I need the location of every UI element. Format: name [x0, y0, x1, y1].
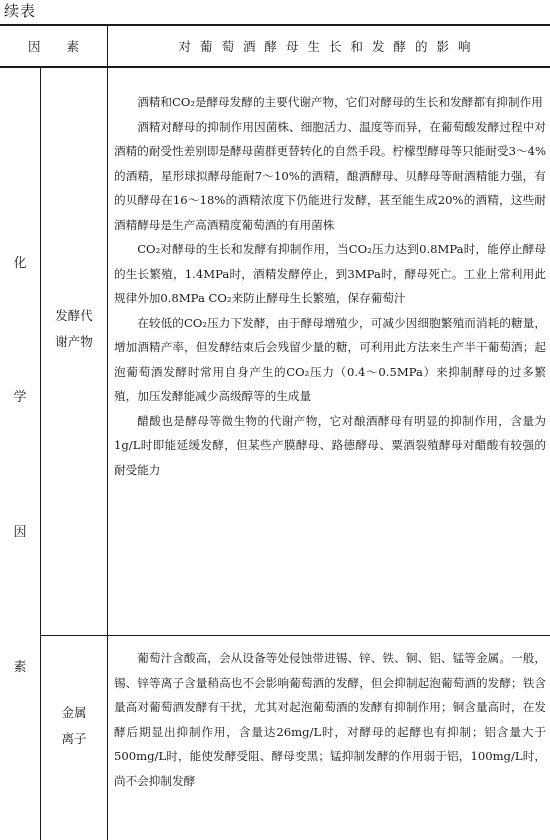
category-char: 学 — [13, 390, 27, 405]
content-paragraph: 醋酸也是酵母等微生物的代谢产物，它对酿酒酵母有明显的抑制作用，含量为1g/L时即能延缓发酵，但某些产膜酵母、路德酵母、粟酒裂殖酵母对醋酸有较强的耐受能力 — [114, 413, 546, 477]
subcategory-label — [41, 303, 107, 355]
subcategory-line: 金属 — [61, 705, 87, 720]
category-char: 素 — [13, 660, 27, 675]
subcategory-line: 谢产物 — [55, 334, 93, 349]
subcategory-line: 发酵代 — [55, 308, 93, 323]
row-content — [114, 90, 546, 482]
table-caption: 续表 — [4, 2, 37, 20]
content-paragraph: CO₂对酵母的生长和发酵有抑制作用，当CO₂压力达到0.8MPa时，能停止酵母的生长繁殖，1.4MPa时，酒精发酵停止，到3MPa时，酵母死亡。工业上常利用此规律外加0.8MPa CO₂来防止酵母生长繁殖，保存葡萄汁 — [114, 242, 546, 305]
content-paragraph: 在较低的CO₂压力下发酵，由于酵母增殖少，可减少因细胞繁殖而消耗的糖量，增加酒精产率，但发酵结束后会残留少量的糖，可利用此方法来生产半干葡萄酒；起泡葡萄酒发酵时常用自身产生的CO₂压力（0.4～0.5MPa）来抑制酵母的过多繁殖，加压发酵能减少高级醇等的生成量 — [114, 315, 546, 403]
content-paragraph: 酒精对酵母的抑制作用因菌株、细胞活力、温度等而异，在葡萄酸发酵过程中对酒精的耐受性差别即是酵母菌群更替转化的自然手段。柠檬型酵母等只能耐受3～4%的酒精，星形球拟酵母能耐7～10%的酒精，酿酒酵母、贝酵母等耐酒精能力强，有的贝酵母在16～18%的酒精浓度下仍能进行发酵，甚至能生成20%的酒精，这些耐酒精酵母是生产高酒精度葡萄酒的有用菌株 — [114, 119, 546, 232]
header-bottom-rule — [0, 66, 550, 68]
header-factor: 因 素 — [28, 39, 79, 54]
subcategory-line: 离子 — [61, 731, 87, 746]
content-paragraph: 酒精和CO₂是酵母发酵的主要代谢产物，它们对酵母的生长和发酵都有抑制作用 — [137, 95, 543, 109]
category-char: 因 — [13, 525, 27, 540]
subcategory-label — [41, 700, 107, 752]
content-paragraph: 葡萄汁含酸高，会从设备等处侵蚀带进锡、锌、铁、铜、铝、锰等金属。一般，锡、锌等离子含量稍高也不会影响葡萄酒的发酵，但会抑制起泡葡萄酒的发酵；铁含量高对葡萄酒发酵有干扰，尤其对起泡葡萄酒的发酵有抑制作用；铜含量高时，在发酵后期显出抑制作用，含量达26mg/L时，对酵母的起酵也有抑制；铝含量大于500mg/L时，能使发酵受阻、酵母变黑；锰抑制发酵的作用弱于铝，100mg/L时，尚不会抑制发酵 — [114, 651, 546, 788]
row-divider — [40, 635, 550, 636]
subcategory-column-divider — [107, 68, 108, 840]
category-char: 化 — [13, 256, 27, 271]
row-content — [114, 646, 546, 793]
header-effect: 对葡萄酒酵母生长和发酵的影响 — [178, 39, 480, 54]
factor-table — [0, 24, 550, 840]
table-top-rule — [0, 24, 550, 26]
